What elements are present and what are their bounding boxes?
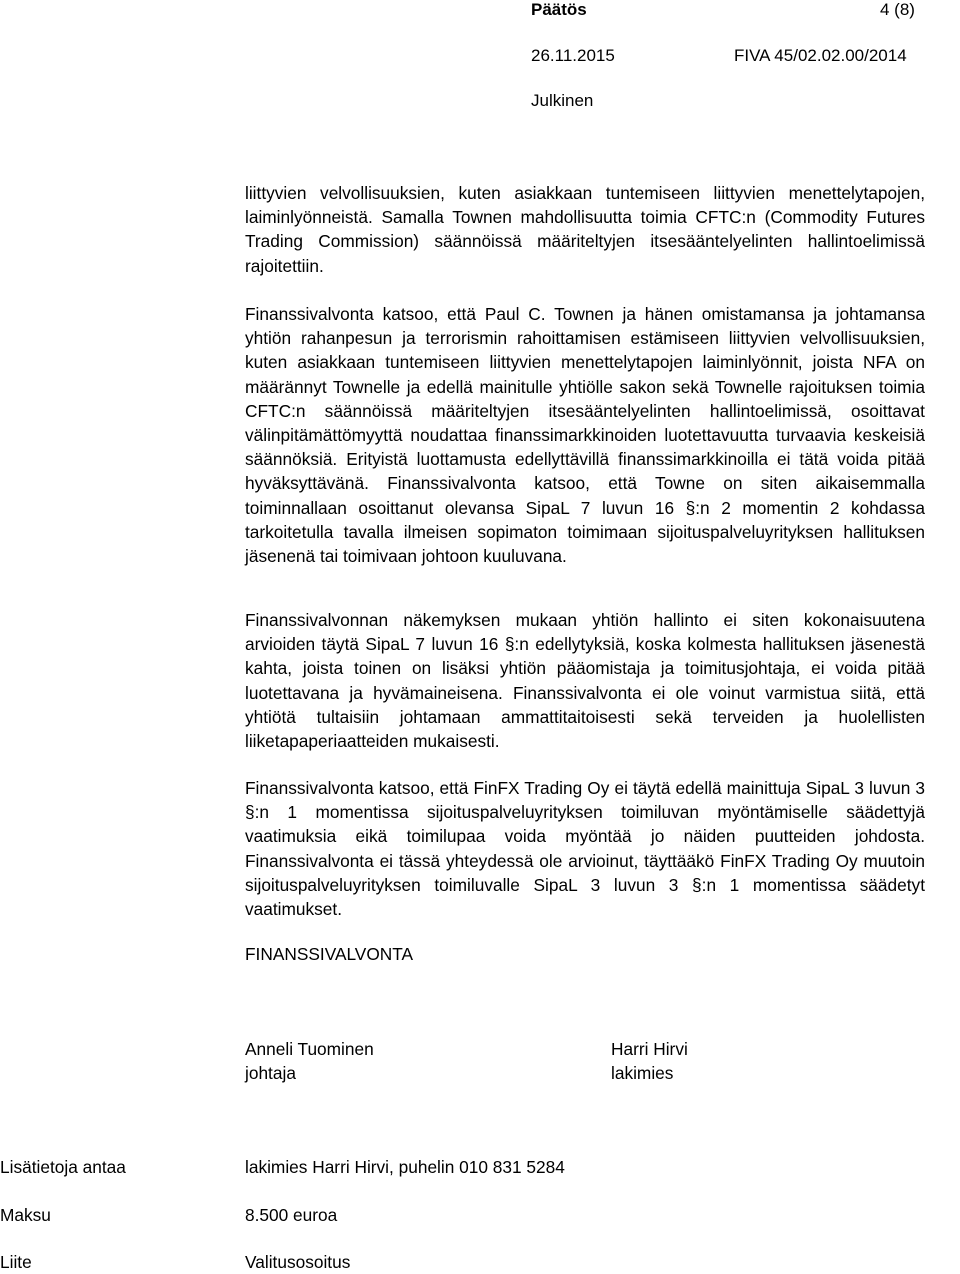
- fee-value: 8.500 euroa: [245, 1205, 338, 1225]
- attachment-label: Liite: [0, 1252, 32, 1272]
- info-value: lakimies Harri Hirvi, puhelin 010 831 5284: [245, 1157, 565, 1177]
- signing-organization: FINANSSIVALVONTA: [245, 944, 414, 964]
- fee-label: Maksu: [0, 1205, 51, 1225]
- reference-number: FIVA 45/02.02.00/2014: [734, 46, 907, 65]
- info-label: Lisätietoja antaa: [0, 1157, 126, 1177]
- signatory-right-title: lakimies: [611, 1063, 674, 1083]
- document-type-title: Päätös: [531, 0, 587, 19]
- classification-label: Julkinen: [531, 91, 594, 110]
- signatory-right: [611, 1037, 688, 1085]
- signatory-left-title: johtaja: [245, 1063, 296, 1083]
- paragraph-1: liittyvien velvollisuuksien, kuten asiakkaan tuntemiseen liittyvien menettelytapojen, laiminlyönneistä. Samalla Townen mahdollisuutta toimia CFTC:n (Commodity Futures Trading Commission) säännöissä määriteltyjen itsesääntelyelinten hallintoelimissä rajoitettiin.: [245, 183, 925, 276]
- page-number: 4 (8): [880, 0, 915, 19]
- signatory-right-name: Harri Hirvi: [611, 1039, 688, 1059]
- paragraph-2: Finanssivalvonta katsoo, että Paul C. Townen ja hänen omistamansa ja johtamansa yhtiön rahanpesun ja terrorismin rahoittamisen estämiseen liittyvien velvollisuuksien, kuten asiakkaan tuntemiseen liittyvien menettelytapojen laiminlyönnit, joista NFA on määrännyt Townelle ja edellä mainitulle yhtiölle sakon sekä Townelle rajoituksen toimia CFTC:n säännöissä määriteltyjen itsesääntelyelinten hallintoelimissä, osoittavat välinpitämättömyyttä noudattaa finanssimarkkinoiden luotettavuutta turvaavia keskeisiä säännöksiä. Erityistä luottamusta edellyttävillä finanssimarkkinoilla ei tätä voida pitää hyväksyttävänä. Finanssivalvonta katsoo, että Towne on siten aikaisemmalla toiminnallaan osoittanut olevansa SipaL 7 luvun 16 §:n 2 momentin 2 kohdassa tarkoitetulla tavalla ilmeisen sopimaton toimimaan sijoituspalveluyrityksen hallituksen jäsenenä tai toimivaan johtoon kuuluvana.: [245, 304, 925, 567]
- signatory-left-name: Anneli Tuominen: [245, 1039, 374, 1059]
- signatory-left: [245, 1037, 374, 1085]
- attachment-value: Valitusosoitus: [245, 1252, 351, 1272]
- paragraph-3: Finanssivalvonnan näkemyksen mukaan yhtiön hallinto ei siten kokonaisuutena arvioiden täytä SipaL 7 luvun 16 §:n edellytyksiä, koska kolmesta hallituksen jäsenestä kahta, joista toinen on lisäksi yhtiön pääomistaja ja toimitusjohtaja, ei voida pitää luotettavana ja hyvämaineisena. Finanssivalvonta ei ole voinut varmistua siitä, että yhtiötä tultaisiin johtamaan ammattitaitoisesti sekä terveiden ja huolellisten liiketapaperiaatteiden mukaisesti.: [245, 610, 925, 752]
- document-date: 26.11.2015: [531, 46, 615, 65]
- paragraph-4: Finanssivalvonta katsoo, että FinFX Trading Oy ei täytä edellä mainittuja SipaL 3 luvun 3 §:n 1 momentissa sijoituspalveluyrityksen toimiluvan myöntämiselle säädettyjä vaatimuksia eikä toimilupaa voida myöntää jo näiden puutteiden johdosta. Finanssivalvonta ei tässä yhteydessä ole arvioinut, täyttääkö FinFX Trading Oy muutoin sijoituspalveluyrityksen toimiluvalle SipaL 3 luvun 3 §:n 1 momentissa säädetyt vaatimukset.: [245, 778, 925, 920]
